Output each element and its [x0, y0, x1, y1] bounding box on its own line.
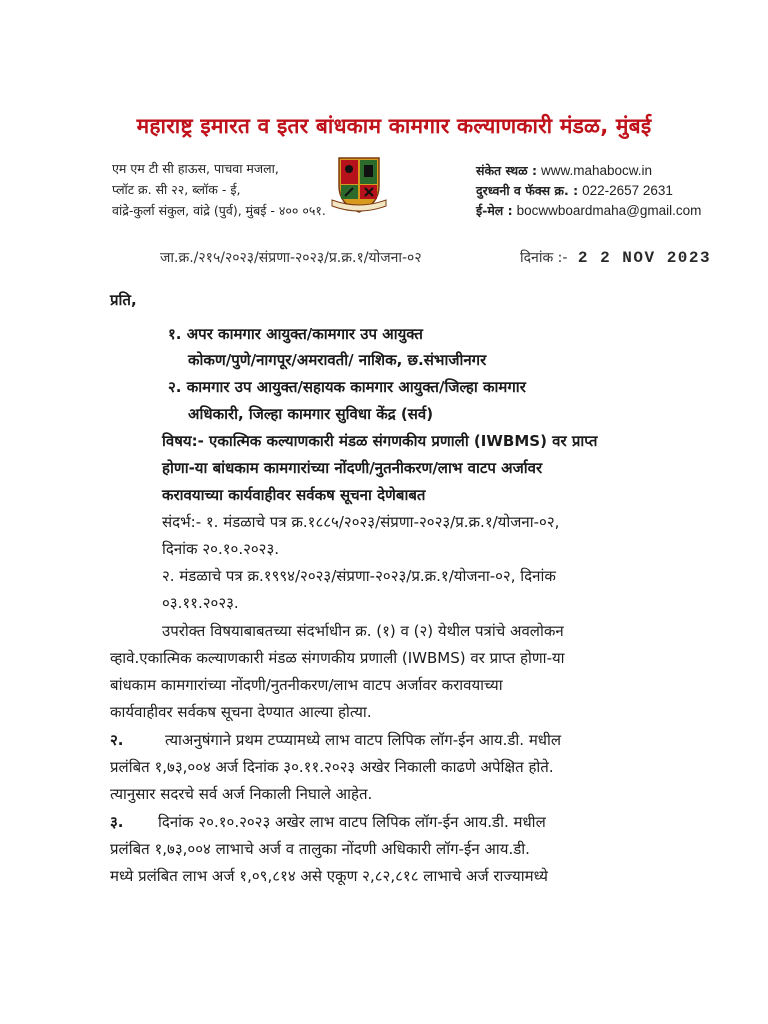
contact-phone: दुरध्वनी व फॅक्स क्र. : 022-2657 2631	[476, 183, 673, 198]
subject-line-3: करावयाच्या कार्यवाहीवर सर्वकष सूचना देणेबाबत	[162, 486, 426, 504]
address-line-3: वांद्रे-कुर्ला संकुल, वांद्रे (पुर्व), मुंबई - ४०० ०५१.	[112, 203, 326, 218]
recipient-2-office: अधिकारी, जिल्हा कामगार सुविधा केंद्र (सर्व)	[188, 405, 434, 423]
para1-line-2: व्हावे.एकात्मिक कल्याणकारी मंडळ संगणकीय प्रणाली (IWBMS) वर प्राप्त होणा-या	[110, 649, 565, 667]
para1-line-3: बांधकाम कामगारांच्या नोंदणी/नुतनीकरण/लाभ वाटप अर्जावर करावयाच्या	[110, 676, 503, 694]
date-stamp: 2 2 NOV 2023	[577, 249, 712, 267]
board-emblem-icon	[331, 156, 387, 216]
reference-line-3: २. मंडळाचे पत्र क्र.१९९४/२०२३/संप्रणा-२०२३/प्र.क्र.१/योजना-०२, दिनांक	[162, 567, 556, 585]
para3-number: ३.	[110, 813, 124, 831]
address-line-1: एम एम टी सी हाऊस, पाचवा मजला,	[112, 161, 279, 176]
recipient-2-title: २. कामगार उप आयुक्त/सहायक कामगार आयुक्त/जिल्हा कामगार	[168, 378, 526, 396]
para2-line-1: त्याअनुषंगाने प्रथम टप्प्यामध्ये लाभ वाटप लिपिक लॉग-ईन आय.डी. मधील	[165, 731, 562, 749]
subject-line-1: विषय:- एकात्मिक कल्याणकारी मंडळ संगणकीय प्रणाली (IWBMS) वर प्राप्त	[162, 432, 598, 450]
reference-line-1: संदर्भ:- १. मंडळाचे पत्र क्र.१८८५/२०२३/संप्रणा-२०२३/प्र.क्र.१/योजना-०२,	[162, 513, 560, 531]
subject-line-2: होणा-या बांधकाम कामगारांच्या नोंदणी/नुतनीकरण/लाभ वाटप अर्जावर	[162, 459, 543, 477]
board-title: महाराष्ट्र इमारत व इतर बांधकाम कामगार कल्याणकारी मंडळ, मुंबई	[136, 114, 652, 138]
salutation: प्रति,	[110, 291, 137, 309]
para2-line-3: त्यानुसार सदरचे सर्व अर्ज निकाली निघाले आहेत.	[110, 785, 373, 803]
contact-email: ई-मेल : bocwwboardmaha@gmail.com	[476, 203, 702, 218]
para1-line-4: कार्यवाहीवर सर्वकष सूचना देण्यात आल्या होत्या.	[110, 703, 372, 721]
reference-line-4: ०३.११.२०२३.	[162, 594, 239, 612]
para2-number: २.	[110, 731, 124, 749]
date-label: दिनांक :-	[520, 250, 568, 266]
contact-block	[476, 161, 701, 221]
para1-line-1: उपरोक्त विषयाबाबतच्या संदर्भाधीन क्र. (१) व (२) येथील पत्रांचे अवलोकन	[162, 622, 564, 640]
para3-line-3: मध्ये प्रलंबित लाभ अर्ज १,०९,८१४ असे एकूण २,८२,८१८ लाभाचे अर्ज राज्यामध्ये	[110, 867, 548, 885]
reference-number: जा.क्र./२१५/२०२३/संप्रणा-२०२३/प्र.क्र.१/योजना-०२	[160, 250, 422, 266]
reference-line-2: दिनांक २०.१०.२०२३.	[162, 540, 280, 558]
office-address	[112, 158, 326, 221]
para2-line-2: प्रलंबित १,७३,००४ अर्ज दिनांक ३०.११.२०२३ अखेर निकाली काढणे अपेक्षित होते.	[110, 758, 554, 776]
recipient-1-title: १. अपर कामगार आयुक्त/कामगार उप आयुक्त	[168, 325, 423, 343]
para3-line-1: दिनांक २०.१०.२०२३ अखेर लाभ वाटप लिपिक लॉग-ईन आय.डी. मधील	[158, 813, 546, 831]
address-line-2: प्लॉट क्र. सी २२, ब्लॉक - ई,	[112, 182, 241, 197]
letter-date	[520, 248, 711, 267]
para3-line-2: प्रलंबित १,७३,००४ लाभाचे अर्ज व तालुका नोंदणी अधिकारी लॉग-ईन आय.डी.	[110, 840, 530, 858]
recipient-1-regions: कोकण/पुणे/नागपूर/अमरावती/ नाशिक, छ.संभाजीनगर	[188, 351, 487, 369]
contact-website: संकेत स्थळ : www.mahabocw.in	[476, 163, 653, 178]
